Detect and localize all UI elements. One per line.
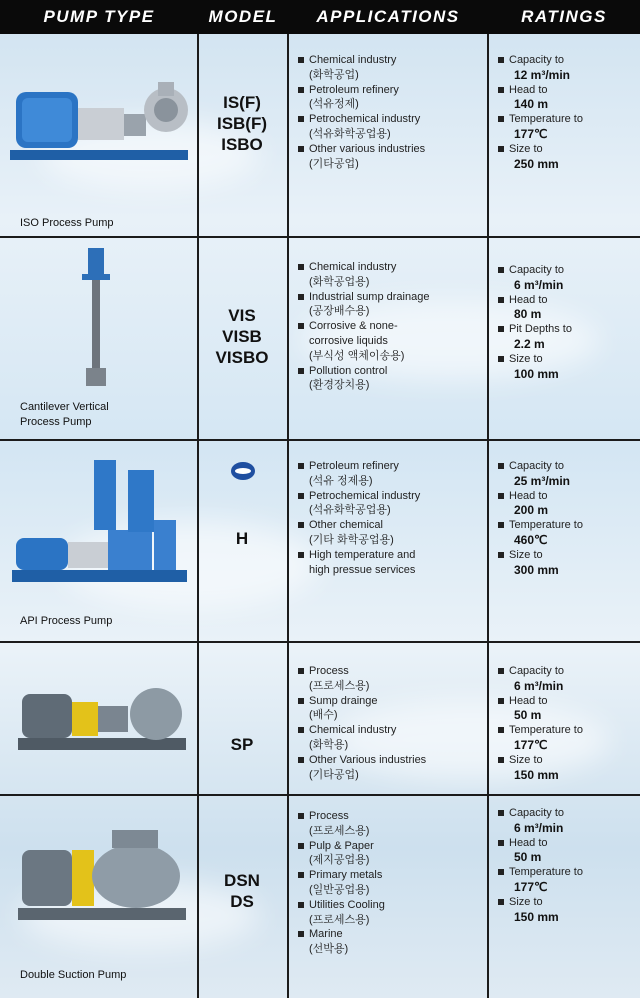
text-line: VISBO [215,348,269,367]
text-line: Cantilever Vertical [20,401,109,413]
model-name [198,734,286,755]
list-item: Petroleum refinery [297,83,487,98]
rating-value: 150 mm [514,909,559,924]
text-line: IS(F) [223,93,261,112]
double-suction-pump-image [16,820,191,930]
rating-value: 50 m [514,708,542,723]
column-divider [487,34,489,998]
list-item-note: (배수) [309,709,338,722]
model-name [198,92,286,155]
list-item: Temperature to [497,518,637,533]
list-item: Temperature to [497,112,637,127]
text-line: ISBO [221,135,263,154]
row-divider [0,439,640,441]
list-item: Capacity to [497,664,637,679]
list-item: Size to [497,753,637,768]
list-item: Size to [497,142,637,157]
list-item: Head to [497,293,637,308]
list-item: Process [297,809,487,824]
list-item: Capacity to [497,263,637,278]
rating-value: 6 m³/min [514,277,564,292]
header-ratings: RATINGS [521,7,607,26]
list-item-note: (선박용) [309,943,349,956]
list-item: Temperature to [497,723,637,738]
list-item: Other Various industries [297,753,487,768]
list-item: Head to [497,694,637,709]
model-name [198,528,286,549]
rating-value: 177℃ [514,737,548,752]
iso-process-pump-image [8,70,193,170]
header-pump-type: PUMP TYPE [43,7,155,26]
rating-value: 50 m [514,850,542,865]
pump-type-label [20,614,112,629]
list-item-note: (부식성 액체이송용) [309,349,405,362]
ratings-list [497,459,637,577]
rating-value: 2.2 m [514,336,545,351]
header-model: MODEL [208,7,278,26]
pump-type-label [20,216,114,231]
list-item-note: (기타공업) [309,157,359,170]
list-item-note: corrosive liquids [309,334,388,347]
list-item-note: (프로세스용) [309,913,370,926]
list-item: Pulp & Paper [297,839,487,854]
list-item: Other various industries [297,142,487,157]
text-line: ISB(F) [216,114,268,133]
rating-value: 250 mm [514,156,559,171]
text-line: DS [230,892,254,911]
list-item: Size to [497,548,637,563]
list-item-note: (화학용) [309,738,349,751]
list-item: Pollution control [297,364,487,379]
list-item: Chemical industry [297,260,487,275]
list-item: Head to [497,836,637,851]
list-item: Petrochemical industry [297,112,487,127]
table-header [0,0,640,34]
rating-value: 300 mm [514,562,559,577]
pump-type-label [20,968,126,983]
pump-type-label [20,400,109,430]
text-line: API Process Pump [20,615,113,627]
list-item-note: (공장배수용) [309,305,370,318]
list-item-note: (석유정제) [309,98,359,111]
column-divider [197,34,199,998]
list-item-note: (석유화학공업용) [309,127,391,140]
list-item: Size to [497,895,637,910]
applications-list [297,664,487,782]
rating-value: 177℃ [514,879,548,894]
column-divider [287,34,289,998]
list-item: Head to [497,83,637,98]
list-item: Utilities Cooling [297,898,487,913]
list-item: Chemical industry [297,723,487,738]
text-line: H [235,529,249,548]
rating-value: 6 m³/min [514,820,564,835]
text-line: VISB [222,327,262,346]
text-line: VIS [228,306,256,325]
list-item-note: (화학공업) [309,68,359,81]
text-line: SP [230,735,254,754]
ratings-list [497,53,637,171]
cantilever-vertical-pump-image [74,246,124,396]
list-item-note: (석유화학공업용) [309,504,391,517]
list-item: High temperature and [297,548,487,563]
sp-pump-image [16,680,191,760]
api-process-pump-image [8,450,193,600]
model-name [198,305,286,368]
list-item-note: (화학공업용) [309,275,370,288]
ratings-list [497,806,637,924]
rating-value: 150 mm [514,767,559,782]
list-item: Primary metals [297,868,487,883]
ratings-list [497,664,637,782]
row-divider [0,236,640,238]
list-item: Marine [297,927,487,942]
list-item: Pit Depths to [497,322,637,337]
list-item: Other chemical [297,518,487,533]
list-item: Capacity to [497,806,637,821]
rating-value: 460℃ [514,532,548,547]
applications-list [297,260,487,393]
rating-value: 6 m³/min [514,678,564,693]
list-item: Capacity to [497,459,637,474]
model-name [198,870,286,912]
list-item-note: (기타공업) [309,768,359,781]
rating-value: 200 m [514,503,549,518]
rating-value: 12 m³/min [514,67,571,82]
list-item-note: (기타 화학공업용) [309,533,394,546]
list-item-note: (일반공업용) [309,883,370,896]
list-item-note: (프로세스용) [309,679,370,692]
rating-value: 80 m [514,307,542,322]
list-item: Chemical industry [297,53,487,68]
rating-value: 100 mm [514,366,559,381]
list-item: Process [297,664,487,679]
text-line: DSN [224,871,260,890]
rating-value: 140 m [514,97,549,112]
text-line: Process Pump [20,416,92,428]
list-item-note: (프로세스용) [309,824,370,837]
list-item: Petrochemical industry [297,489,487,504]
list-item: Temperature to [497,865,637,880]
list-item: Size to [497,352,637,367]
list-item: Head to [497,489,637,504]
header-applications: APPLICATIONS [316,7,460,26]
ratings-list [497,263,637,381]
rating-value: 177℃ [514,126,548,141]
rating-value: 25 m³/min [514,473,571,488]
applications-list [297,53,487,171]
text-line: Double Suction Pump [20,969,127,981]
applications-list [297,459,487,577]
list-item: Petroleum refinery [297,459,487,474]
list-item-note: high pressue services [309,563,416,576]
list-item: Capacity to [497,53,637,68]
row-divider [0,794,640,796]
company-logo-icon [230,461,256,481]
applications-list [297,809,487,957]
row-divider [0,641,640,643]
text-line: ISO Process Pump [20,217,114,229]
list-item: Sump drainge [297,694,487,709]
list-item: Corrosive & none- [297,319,487,334]
list-item-note: (환경장치용) [309,379,370,392]
list-item: Industrial sump drainage [297,290,487,305]
list-item-note: (석유 정제용) [309,474,373,487]
list-item-note: (제지공업용) [309,854,370,867]
